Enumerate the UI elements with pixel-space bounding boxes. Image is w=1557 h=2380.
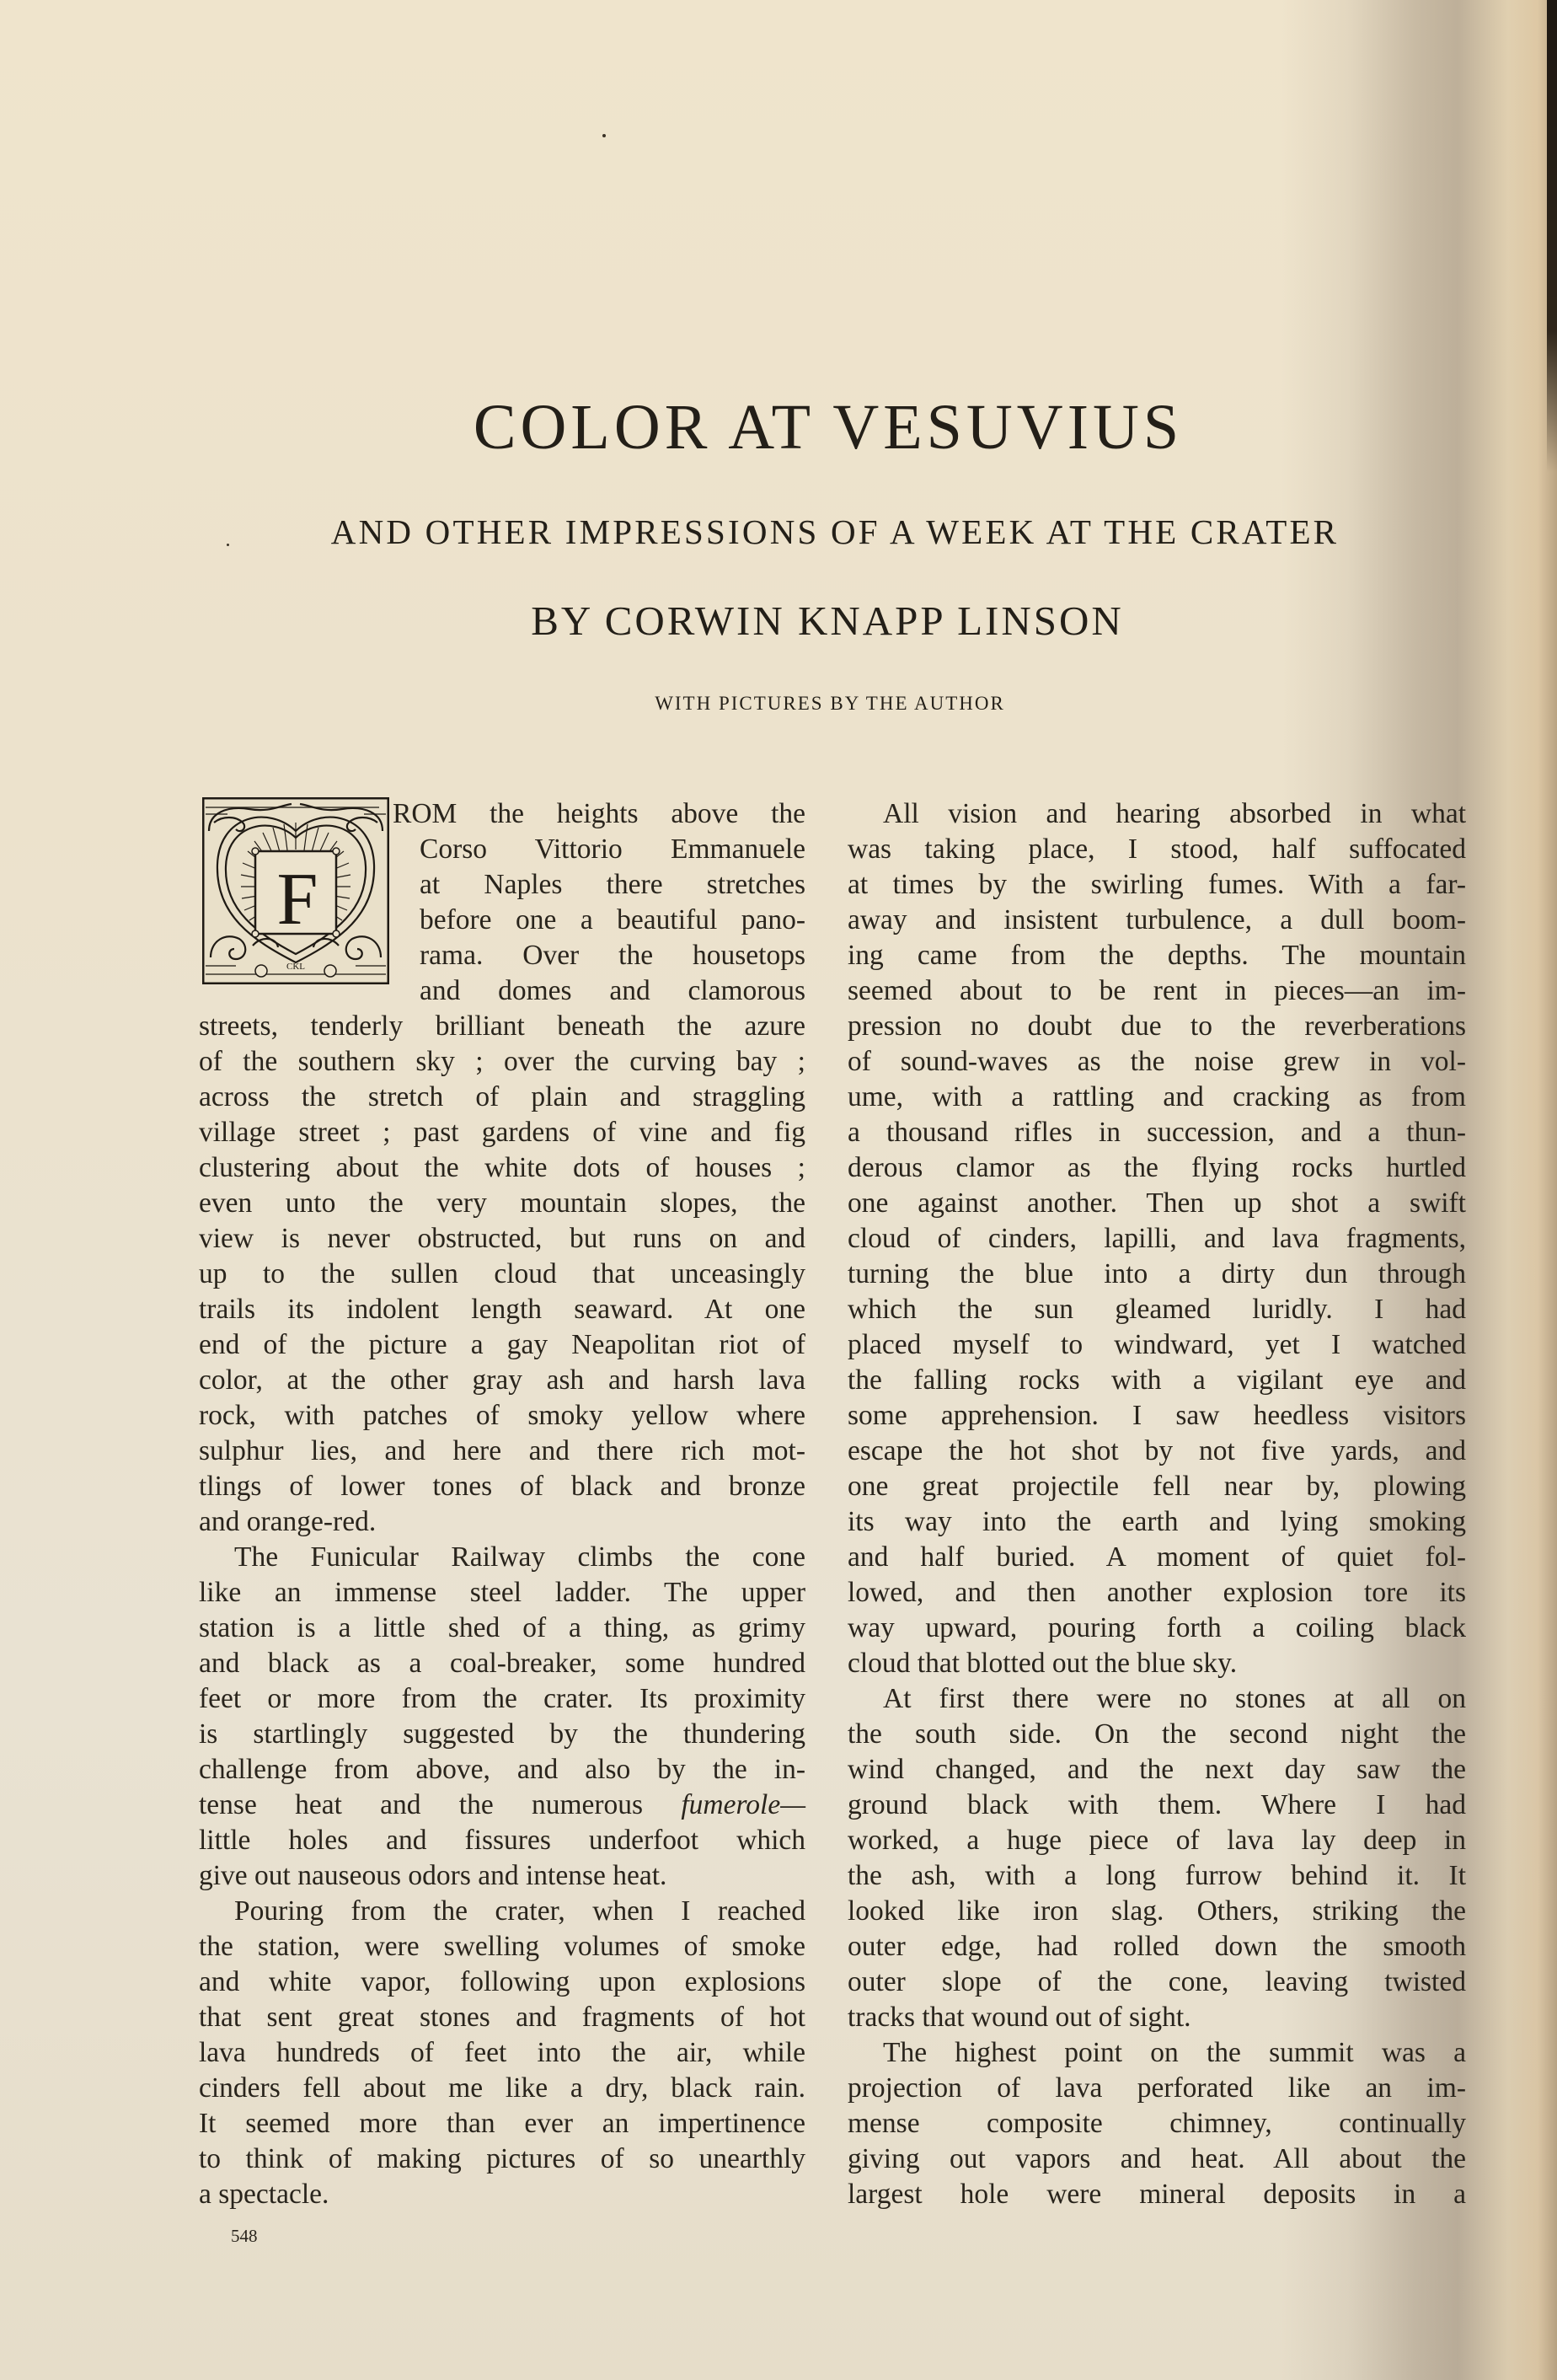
- text-line: [199, 2177, 805, 2212]
- text-line-content: rama. Over the housetops: [420, 940, 805, 971]
- text-line-content: giving out vapors and heat. All about the: [848, 2143, 1466, 2174]
- drop-cap-monogram: CKL: [286, 962, 305, 972]
- text-line: [848, 2000, 1466, 2035]
- article-subtitle: AND OTHER IMPRESSIONS OF A WEEK AT THE CRATER: [330, 512, 1340, 551]
- text-line-content: village street ; past gardens of vine and fig: [199, 1117, 805, 1148]
- text-line: [199, 1009, 805, 1044]
- text-line-content: give out nauseous odors and intense heat.: [199, 1860, 667, 1891]
- text-line-content: trails its indolent length seaward. At one: [199, 1294, 805, 1325]
- text-line: [848, 1009, 1466, 1044]
- text-line: [199, 2071, 805, 2106]
- text-line: [848, 1788, 1466, 1823]
- text-line-content: cloud of cinders, lapilli, and lava fragments,: [848, 1223, 1466, 1254]
- text-line-content: pression no doubt due to the reverberations: [848, 1010, 1466, 1042]
- text-line: [199, 1150, 805, 1186]
- text-line: [848, 1292, 1466, 1327]
- text-line-content: little holes and fissures underfoot which: [199, 1825, 805, 1856]
- text-line-content: looked like iron slag. Others, striking the: [848, 1895, 1466, 1927]
- text-line-content: which the sun gleamed luridly. I had: [848, 1294, 1466, 1325]
- text-line-content: way upward, pouring forth a coiling black: [848, 1612, 1466, 1643]
- text-line-content: lava hundreds of feet into the air, while: [199, 2037, 805, 2068]
- text-line: [848, 1186, 1466, 1221]
- text-line: [199, 1080, 805, 1115]
- text-line-content: ing came from the depths. The mountain: [848, 940, 1466, 971]
- text-line: [199, 1327, 805, 1363]
- text-line-content: its way into the earth and lying smoking: [848, 1506, 1466, 1537]
- text-line-content: It seemed more than ever an impertinence: [199, 2108, 805, 2139]
- text-line-content: derous clamor as the flying rocks hurtled: [848, 1152, 1466, 1183]
- text-line: [848, 1575, 1466, 1611]
- text-line: [848, 1717, 1466, 1752]
- text-line: [848, 1540, 1466, 1575]
- text-line-content: was taking place, I stood, half suffocated: [848, 834, 1466, 865]
- drop-cap-letter: F: [276, 859, 318, 941]
- text-line-content: up to the sullen cloud that unceasingly: [199, 1258, 805, 1289]
- text-line-content: Pouring from the crater, when I reached: [234, 1895, 805, 1927]
- text-line-content: largest hole were mineral deposits in a: [848, 2179, 1466, 2210]
- text-line-content: lowed, and then another explosion tore its: [848, 1577, 1466, 1608]
- text-line: [848, 2177, 1466, 2212]
- text-line: [848, 867, 1466, 903]
- text-column-right: [848, 796, 1466, 2212]
- text-line: [199, 1717, 805, 1752]
- text-line-content: ume, with a rattling and cracking as from: [848, 1081, 1466, 1112]
- text-line-content: of the southern sky ; over the curving bay ;: [199, 1046, 805, 1077]
- text-line-content: one against another. Then up shot a swift: [848, 1187, 1466, 1219]
- text-line: [848, 1858, 1466, 1894]
- text-line-content: ground black with them. Where I had: [848, 1789, 1466, 1820]
- text-line: [848, 2035, 1466, 2071]
- text-line-content: of sound-waves as the noise grew in vol-: [848, 1046, 1466, 1077]
- text-line: [848, 1681, 1466, 1717]
- text-line: [848, 903, 1466, 938]
- text-line-content: The highest point on the summit was a: [883, 2037, 1466, 2068]
- text-line-content: color, at the other gray ash and harsh lava: [199, 1364, 805, 1396]
- text-line: [199, 1823, 805, 1858]
- text-line: [199, 1257, 805, 1292]
- text-line: [848, 1080, 1466, 1115]
- text-line: [199, 1434, 805, 1469]
- page-number: 548: [231, 2226, 258, 2246]
- text-line: [199, 1611, 805, 1646]
- text-line: [848, 1150, 1466, 1186]
- article-byline: BY CORWIN KNAPP LINSON: [531, 598, 1124, 644]
- text-line-content: and white vapor, following upon explosions: [199, 1966, 805, 1997]
- text-line-content: All vision and hearing absorbed in what: [883, 798, 1466, 829]
- text-line: [848, 1257, 1466, 1292]
- text-line-content: before one a beautiful pano-: [420, 904, 805, 935]
- text-line: [199, 2000, 805, 2035]
- text-line: [848, 1044, 1466, 1080]
- text-line: [848, 1398, 1466, 1434]
- text-line-content: clustering about the white dots of houses ;: [199, 1152, 805, 1183]
- italic-term: fumerole—: [681, 1789, 805, 1820]
- text-line-content: turning the blue into a dirty dun through: [848, 1258, 1466, 1289]
- text-line-content: sulphur lies, and here and there rich mot-: [199, 1435, 805, 1466]
- text-line: [848, 796, 1466, 832]
- text-line: [199, 1894, 805, 1929]
- text-line: [199, 1186, 805, 1221]
- text-line: [848, 1434, 1466, 1469]
- text-line-content: that sent great stones and fragments of hot: [199, 2002, 805, 2033]
- text-line-content: a spectacle.: [199, 2179, 329, 2210]
- text-line-content: cinders fell about me like a dry, black rain.: [199, 2072, 805, 2104]
- text-line: [199, 1221, 805, 1257]
- text-line-content: at times by the swirling fumes. With a far-: [848, 869, 1466, 900]
- text-line: [848, 2071, 1466, 2106]
- text-line-content: the falling rocks with a vigilant eye and: [848, 1364, 1466, 1396]
- text-line: [199, 1504, 805, 1540]
- text-line-content: rock, with patches of smoky yellow where: [199, 1400, 805, 1431]
- text-line: [199, 973, 805, 1009]
- text-line: [848, 1363, 1466, 1398]
- text-line-content: and domes and clamorous: [420, 975, 805, 1006]
- text-line-content: wind changed, and the next day saw the: [848, 1754, 1466, 1785]
- text-line-content: the south side. On the second night the: [848, 1718, 1466, 1750]
- text-line-content: and half buried. A moment of quiet fol-: [848, 1541, 1466, 1573]
- text-line-content: station is a little shed of a thing, as grimy: [199, 1612, 805, 1643]
- text-line-content: projection of lava perforated like an im-: [848, 2072, 1466, 2104]
- text-line-content: across the stretch of plain and straggling: [199, 1081, 805, 1112]
- text-line-content: some apprehension. I saw heedless visitors: [848, 1400, 1466, 1431]
- text-line: [848, 1823, 1466, 1858]
- text-line-content: even unto the very mountain slopes, the: [199, 1187, 805, 1219]
- text-line: [199, 1858, 805, 1894]
- text-line: [848, 1752, 1466, 1788]
- text-line: [199, 832, 805, 867]
- text-line: [199, 2106, 805, 2141]
- text-line: [848, 1611, 1466, 1646]
- text-line: [848, 1929, 1466, 1965]
- text-line-content: a thousand rifles in succession, and a thun-: [848, 1117, 1466, 1148]
- text-line-content: at Naples there stretches: [420, 869, 805, 900]
- text-line: [199, 1540, 805, 1575]
- text-line: [848, 1469, 1466, 1504]
- text-line: [199, 1044, 805, 1080]
- text-line: [199, 1115, 805, 1150]
- text-line-content: streets, tenderly brilliant beneath the azure: [199, 1010, 805, 1042]
- text-column-left: [199, 796, 805, 2212]
- text-line-content: like an immense steel ladder. The upper: [199, 1577, 805, 1608]
- text-line: [199, 903, 805, 938]
- text-line: [848, 832, 1466, 867]
- text-line: [848, 1646, 1466, 1681]
- text-line-content: The Funicular Railway climbs the cone: [234, 1541, 805, 1573]
- text-line: [199, 1469, 805, 1504]
- article-title: COLOR AT VESUVIUS: [473, 392, 1184, 463]
- text-line-content: outer slope of the cone, leaving twisted: [848, 1966, 1466, 1997]
- text-line-content: placed myself to windward, yet I watched: [848, 1329, 1466, 1360]
- text-line: [199, 1752, 805, 1788]
- text-line: [199, 2035, 805, 2071]
- text-line: [848, 1221, 1466, 1257]
- text-line: [199, 1398, 805, 1434]
- text-line-content: tlings of lower tones of black and bronze: [199, 1471, 805, 1502]
- text-line: [199, 1363, 805, 1398]
- text-line: [199, 2141, 805, 2177]
- text-line: [199, 1929, 805, 1965]
- text-line-content: end of the picture a gay Neapolitan riot of: [199, 1329, 805, 1360]
- text-line-content: worked, a huge piece of lava lay deep in: [848, 1825, 1466, 1856]
- text-line-content: Corso Vittorio Emmanuele: [420, 834, 805, 865]
- text-line-content: the station, were swelling volumes of smoke: [199, 1931, 805, 1962]
- text-line-content: challenge from above, and also by the in-: [199, 1754, 805, 1785]
- text-line-content: escape the hot shot by not five yards, and: [848, 1435, 1466, 1466]
- text-line: [848, 1504, 1466, 1540]
- text-line: [199, 1646, 805, 1681]
- text-line-content: to think of making pictures of so unearthly: [199, 2143, 805, 2174]
- text-line-content: At first there were no stones at all on: [883, 1683, 1466, 1714]
- illustration-credit: WITH PICTURES BY THE AUTHOR: [655, 693, 1005, 714]
- text-line: [848, 1115, 1466, 1150]
- text-line-content: mense composite chimney, continually: [848, 2108, 1466, 2139]
- text-line-content: view is never obstructed, but runs on and: [199, 1223, 805, 1254]
- text-line-content: seemed about to be rent in pieces—an im-: [848, 975, 1466, 1006]
- text-line: [199, 1788, 805, 1823]
- text-line: [848, 1965, 1466, 2000]
- text-line-content: ROM the heights above the: [393, 798, 805, 829]
- text-line: [199, 1575, 805, 1611]
- text-line: [848, 1894, 1466, 1929]
- paper-speck: [602, 134, 606, 137]
- text-line-content: tense heat and the numerous: [199, 1789, 682, 1820]
- text-line: [199, 867, 805, 903]
- text-line-content: is startlingly suggested by the thundering: [199, 1718, 805, 1750]
- text-line: [199, 1681, 805, 1717]
- text-line: [848, 973, 1466, 1009]
- text-line: [848, 1327, 1466, 1363]
- text-line-content: and orange-red.: [199, 1506, 377, 1537]
- text-line-content: outer edge, had rolled down the smooth: [848, 1931, 1466, 1962]
- text-line-content: cloud that blotted out the blue sky.: [848, 1648, 1238, 1679]
- text-line: [848, 2106, 1466, 2141]
- text-line: [199, 938, 805, 973]
- text-line: [199, 796, 805, 832]
- text-line-content: and black as a coal-breaker, some hundred: [199, 1648, 805, 1679]
- text-line-content: tracks that wound out of sight.: [848, 2002, 1191, 2033]
- text-line: [199, 1965, 805, 2000]
- text-line: [848, 2141, 1466, 2177]
- text-line: [199, 1292, 805, 1327]
- text-line-content: away and insistent turbulence, a dull boom-: [848, 904, 1466, 935]
- text-line-content: feet or more from the crater. Its proximity: [199, 1683, 805, 1714]
- text-line: [848, 938, 1466, 973]
- text-line-content: one great projectile fell near by, plowing: [848, 1471, 1466, 1502]
- text-line-content: the ash, with a long furrow behind it. It: [848, 1860, 1466, 1891]
